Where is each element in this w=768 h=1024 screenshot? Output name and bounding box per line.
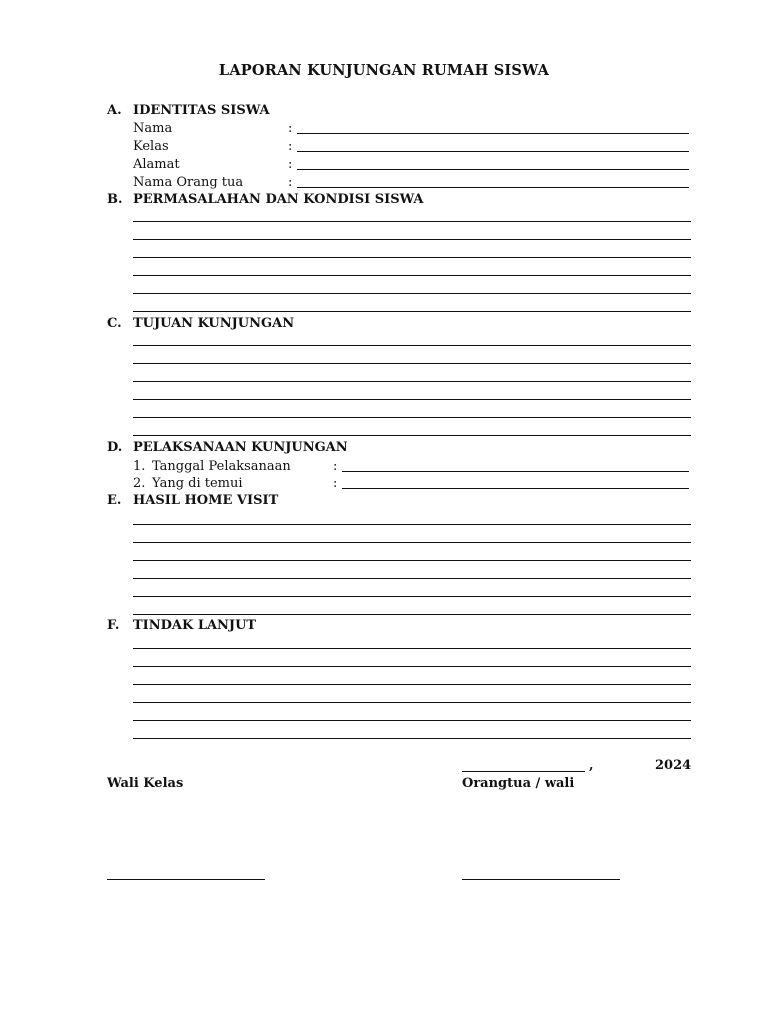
writing-line[interactable] (133, 702, 691, 703)
writing-line[interactable] (133, 221, 691, 222)
writing-line[interactable] (133, 684, 691, 685)
writing-line[interactable] (133, 257, 691, 258)
writing-line[interactable] (133, 417, 691, 418)
section-b-heading: PERMASALAHAN DAN KONDISI SISWA (133, 192, 424, 207)
field-line-tanggal-pelaksanaan[interactable] (342, 471, 689, 472)
writing-line[interactable] (133, 311, 691, 312)
section-d-heading: PELAKSANAAN KUNJUNGAN (133, 440, 348, 455)
orangtua-signature-line[interactable] (462, 879, 620, 880)
item-number: 2. (133, 476, 146, 491)
field-label-alamat: Alamat (133, 157, 180, 172)
field-line-nama-orang-tua[interactable] (297, 187, 689, 188)
field-colon: : (333, 476, 338, 491)
writing-line[interactable] (133, 596, 691, 597)
field-colon: : (288, 121, 293, 136)
writing-line[interactable] (133, 738, 691, 739)
field-colon: : (288, 139, 293, 154)
section-e-heading: HASIL HOME VISIT (133, 493, 279, 508)
document-title: LAPORAN KUNJUNGAN RUMAH SISWA (218, 62, 550, 79)
date-comma: , (589, 758, 594, 773)
wali-kelas-label: Wali Kelas (107, 776, 184, 791)
field-line-kelas[interactable] (297, 151, 689, 152)
orangtua-wali-label: Orangtua / wali (462, 776, 575, 791)
section-c-heading: TUJUAN KUNJUNGAN (133, 316, 295, 331)
writing-line[interactable] (133, 363, 691, 364)
section-b-letter: B. (107, 192, 123, 207)
section-a-heading: IDENTITAS SISWA (133, 103, 270, 118)
section-c-letter: C. (107, 316, 122, 331)
section-d-letter: D. (107, 440, 123, 455)
field-line-alamat[interactable] (297, 169, 689, 170)
wali-kelas-signature-line[interactable] (107, 879, 265, 880)
writing-line[interactable] (133, 648, 691, 649)
section-f-heading: TINDAK LANJUT (133, 618, 257, 633)
section-a-letter: A. (107, 103, 122, 118)
writing-line[interactable] (133, 399, 691, 400)
field-colon: : (288, 175, 293, 190)
writing-line[interactable] (133, 293, 691, 294)
item-label-tanggal-pelaksanaan: Tanggal Pelaksanaan (152, 459, 291, 474)
writing-line[interactable] (133, 560, 691, 561)
writing-line[interactable] (133, 381, 691, 382)
writing-line[interactable] (133, 345, 691, 346)
field-label-nama: Nama (133, 121, 173, 136)
writing-line[interactable] (133, 524, 691, 525)
writing-line[interactable] (133, 720, 691, 721)
writing-line[interactable] (133, 239, 691, 240)
writing-line[interactable] (133, 578, 691, 579)
date-place-line[interactable] (462, 771, 585, 772)
field-label-kelas: Kelas (133, 139, 169, 154)
field-label-nama-orang-tua: Nama Orang tua (133, 175, 244, 190)
item-label-yang-di-temui: Yang di temui (152, 476, 243, 491)
field-line-nama[interactable] (297, 133, 689, 134)
field-colon: : (333, 459, 338, 474)
writing-line[interactable] (133, 614, 691, 615)
date-year: 2024 (655, 758, 692, 773)
item-number: 1. (133, 459, 146, 474)
writing-line[interactable] (133, 542, 691, 543)
writing-line[interactable] (133, 275, 691, 276)
section-e-letter: E. (107, 493, 122, 508)
writing-line[interactable] (133, 435, 691, 436)
section-f-letter: F. (107, 618, 120, 633)
field-colon: : (288, 157, 293, 172)
writing-line[interactable] (133, 666, 691, 667)
field-line-yang-di-temui[interactable] (342, 488, 689, 489)
